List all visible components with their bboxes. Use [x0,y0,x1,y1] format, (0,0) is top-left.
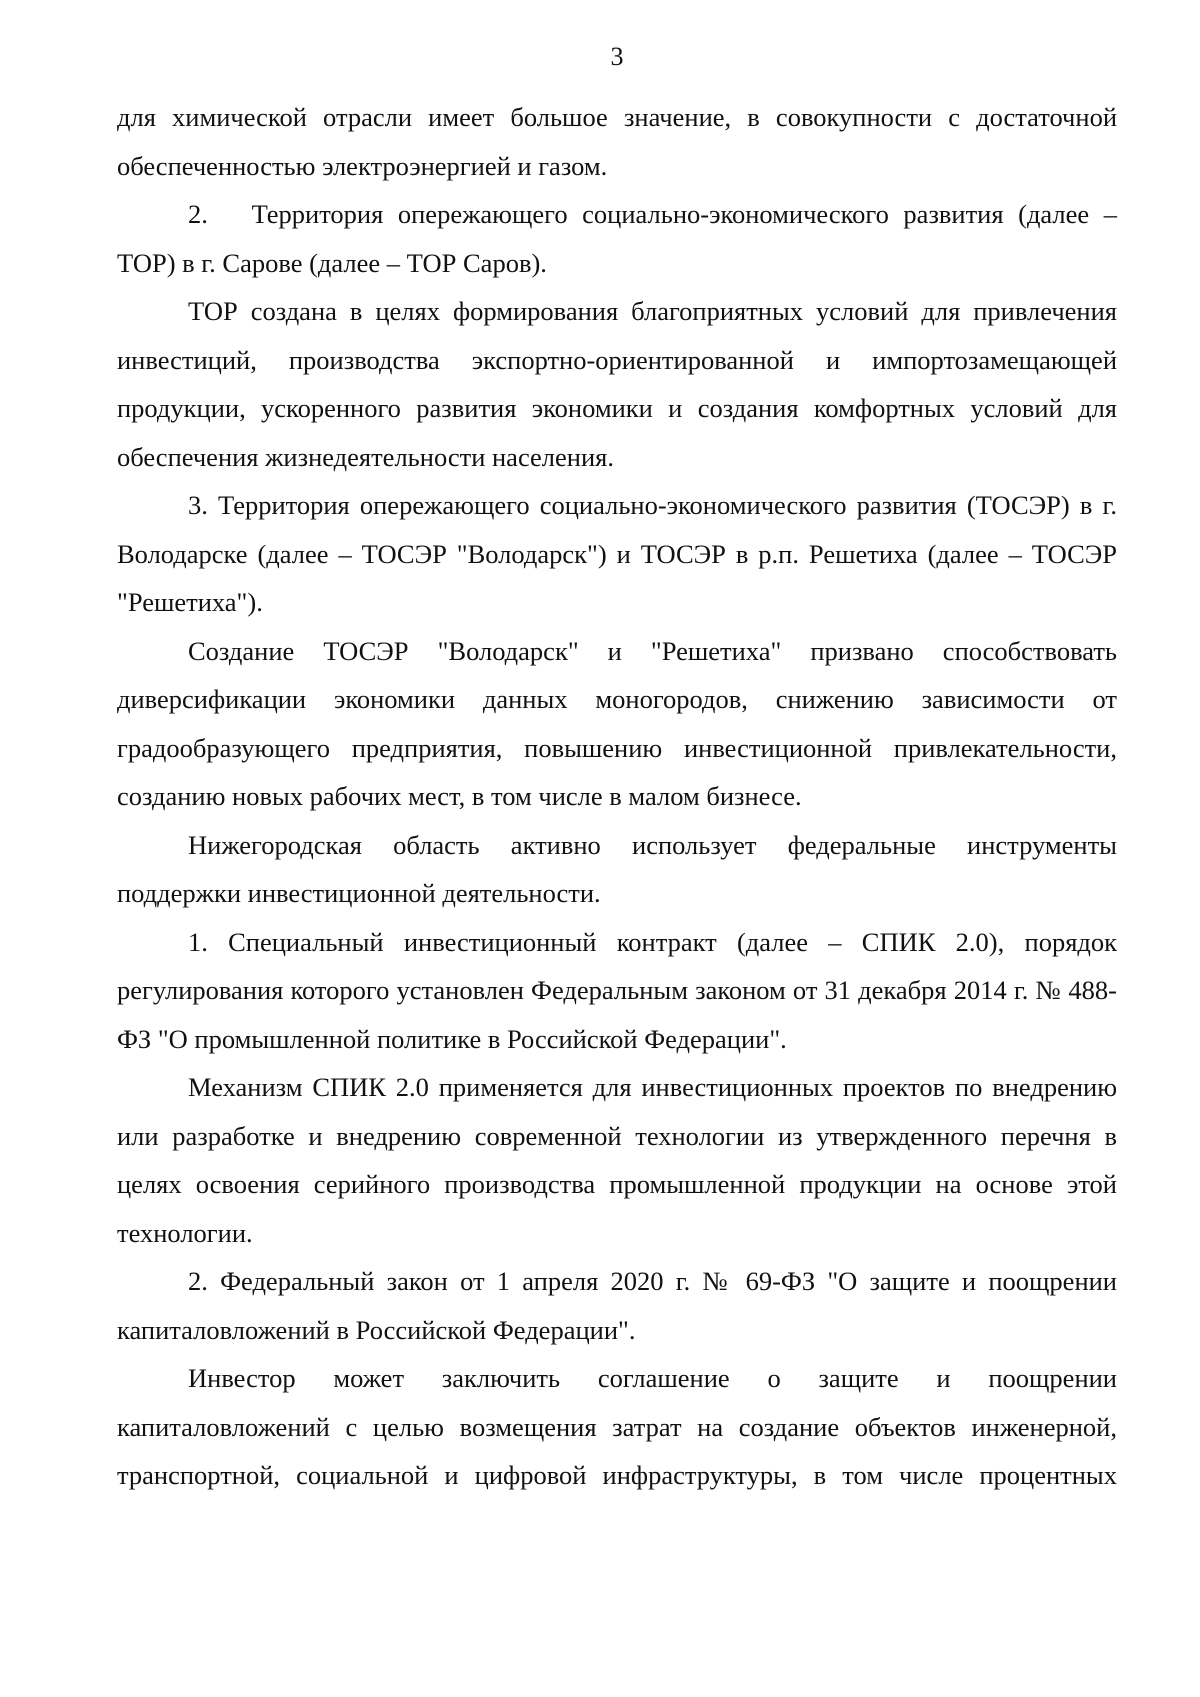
paragraph-federal-instruments: Нижегородская область активно использует федеральные инструменты поддержки инвестиционной деятельности. [117,829,1117,908]
paragraph-spic-heading: 1. Специальный инвестиционный контракт (далее – СПИК 2.0), порядок регулирования которого установлен Федеральным законом от 31 декабря 2014 г. № 488-ФЗ "О промышленной политике в Российской Федерации". [117,926,1117,1054]
paragraph-tor-purpose: ТОР создана в целях формирования благоприятных условий для привлечения инвестиций, производства экспортно-ориентированной и импортозамещающей продукции, ускоренного развития экономики и создания комфортных условий для обеспечения жизнедеятельности населения. [117,296,1117,472]
paragraph-spic-mechanism: Механизм СПИК 2.0 применяется для инвестиционных проектов по внедрению или разработке и внедрению современной технологии из утвержденного перечня в целях освоения серийного производства промышленной продукции на основе этой технологии. [117,1072,1117,1248]
paragraph-investor-agreement: Инвестор может заключить соглашение о защите и поощрении капиталовложений с целью возмещения затрат на создание объектов инженерной, транспортной, социальной и цифровой инфраструктуры, в том числе процентных [117,1363,1117,1490]
paragraph-chemical-industry: для химической отрасли имеет большое значение, в совокупности с достаточной обеспеченностью электроэнергией и газом. [117,102,1117,181]
document-body [117,93,1117,1500]
paragraph-toser-purpose: Создание ТОСЭР "Володарск" и "Решетиха" призвано способствовать диверсификации экономики данных моногородов, снижению зависимости от градообразующего предприятия, повышению инвестиционной привлекательности, созданию новых рабочих мест, в том числе в малом бизнесе. [117,635,1117,811]
paragraph-toser-heading: 3. Территория опережающего социально-экономического развития (ТОСЭР) в г. Володарске (далее – ТОСЭР "Володарск") и ТОСЭР в р.п. Решетиха (далее – ТОСЭР "Решетиха"). [117,490,1117,617]
paragraph-tor-sarov-heading: 2. Территория опережающего социально-экономического развития (далее – ТОР) в г. Сарове (далее – ТОР Саров). [117,199,1117,278]
paragraph-federal-law-69: 2. Федеральный закон от 1 апреля 2020 г. № 69-ФЗ "О защите и поощрении капиталовложений в Российской Федерации". [117,1266,1117,1345]
page-number: 3 [610,42,624,71]
